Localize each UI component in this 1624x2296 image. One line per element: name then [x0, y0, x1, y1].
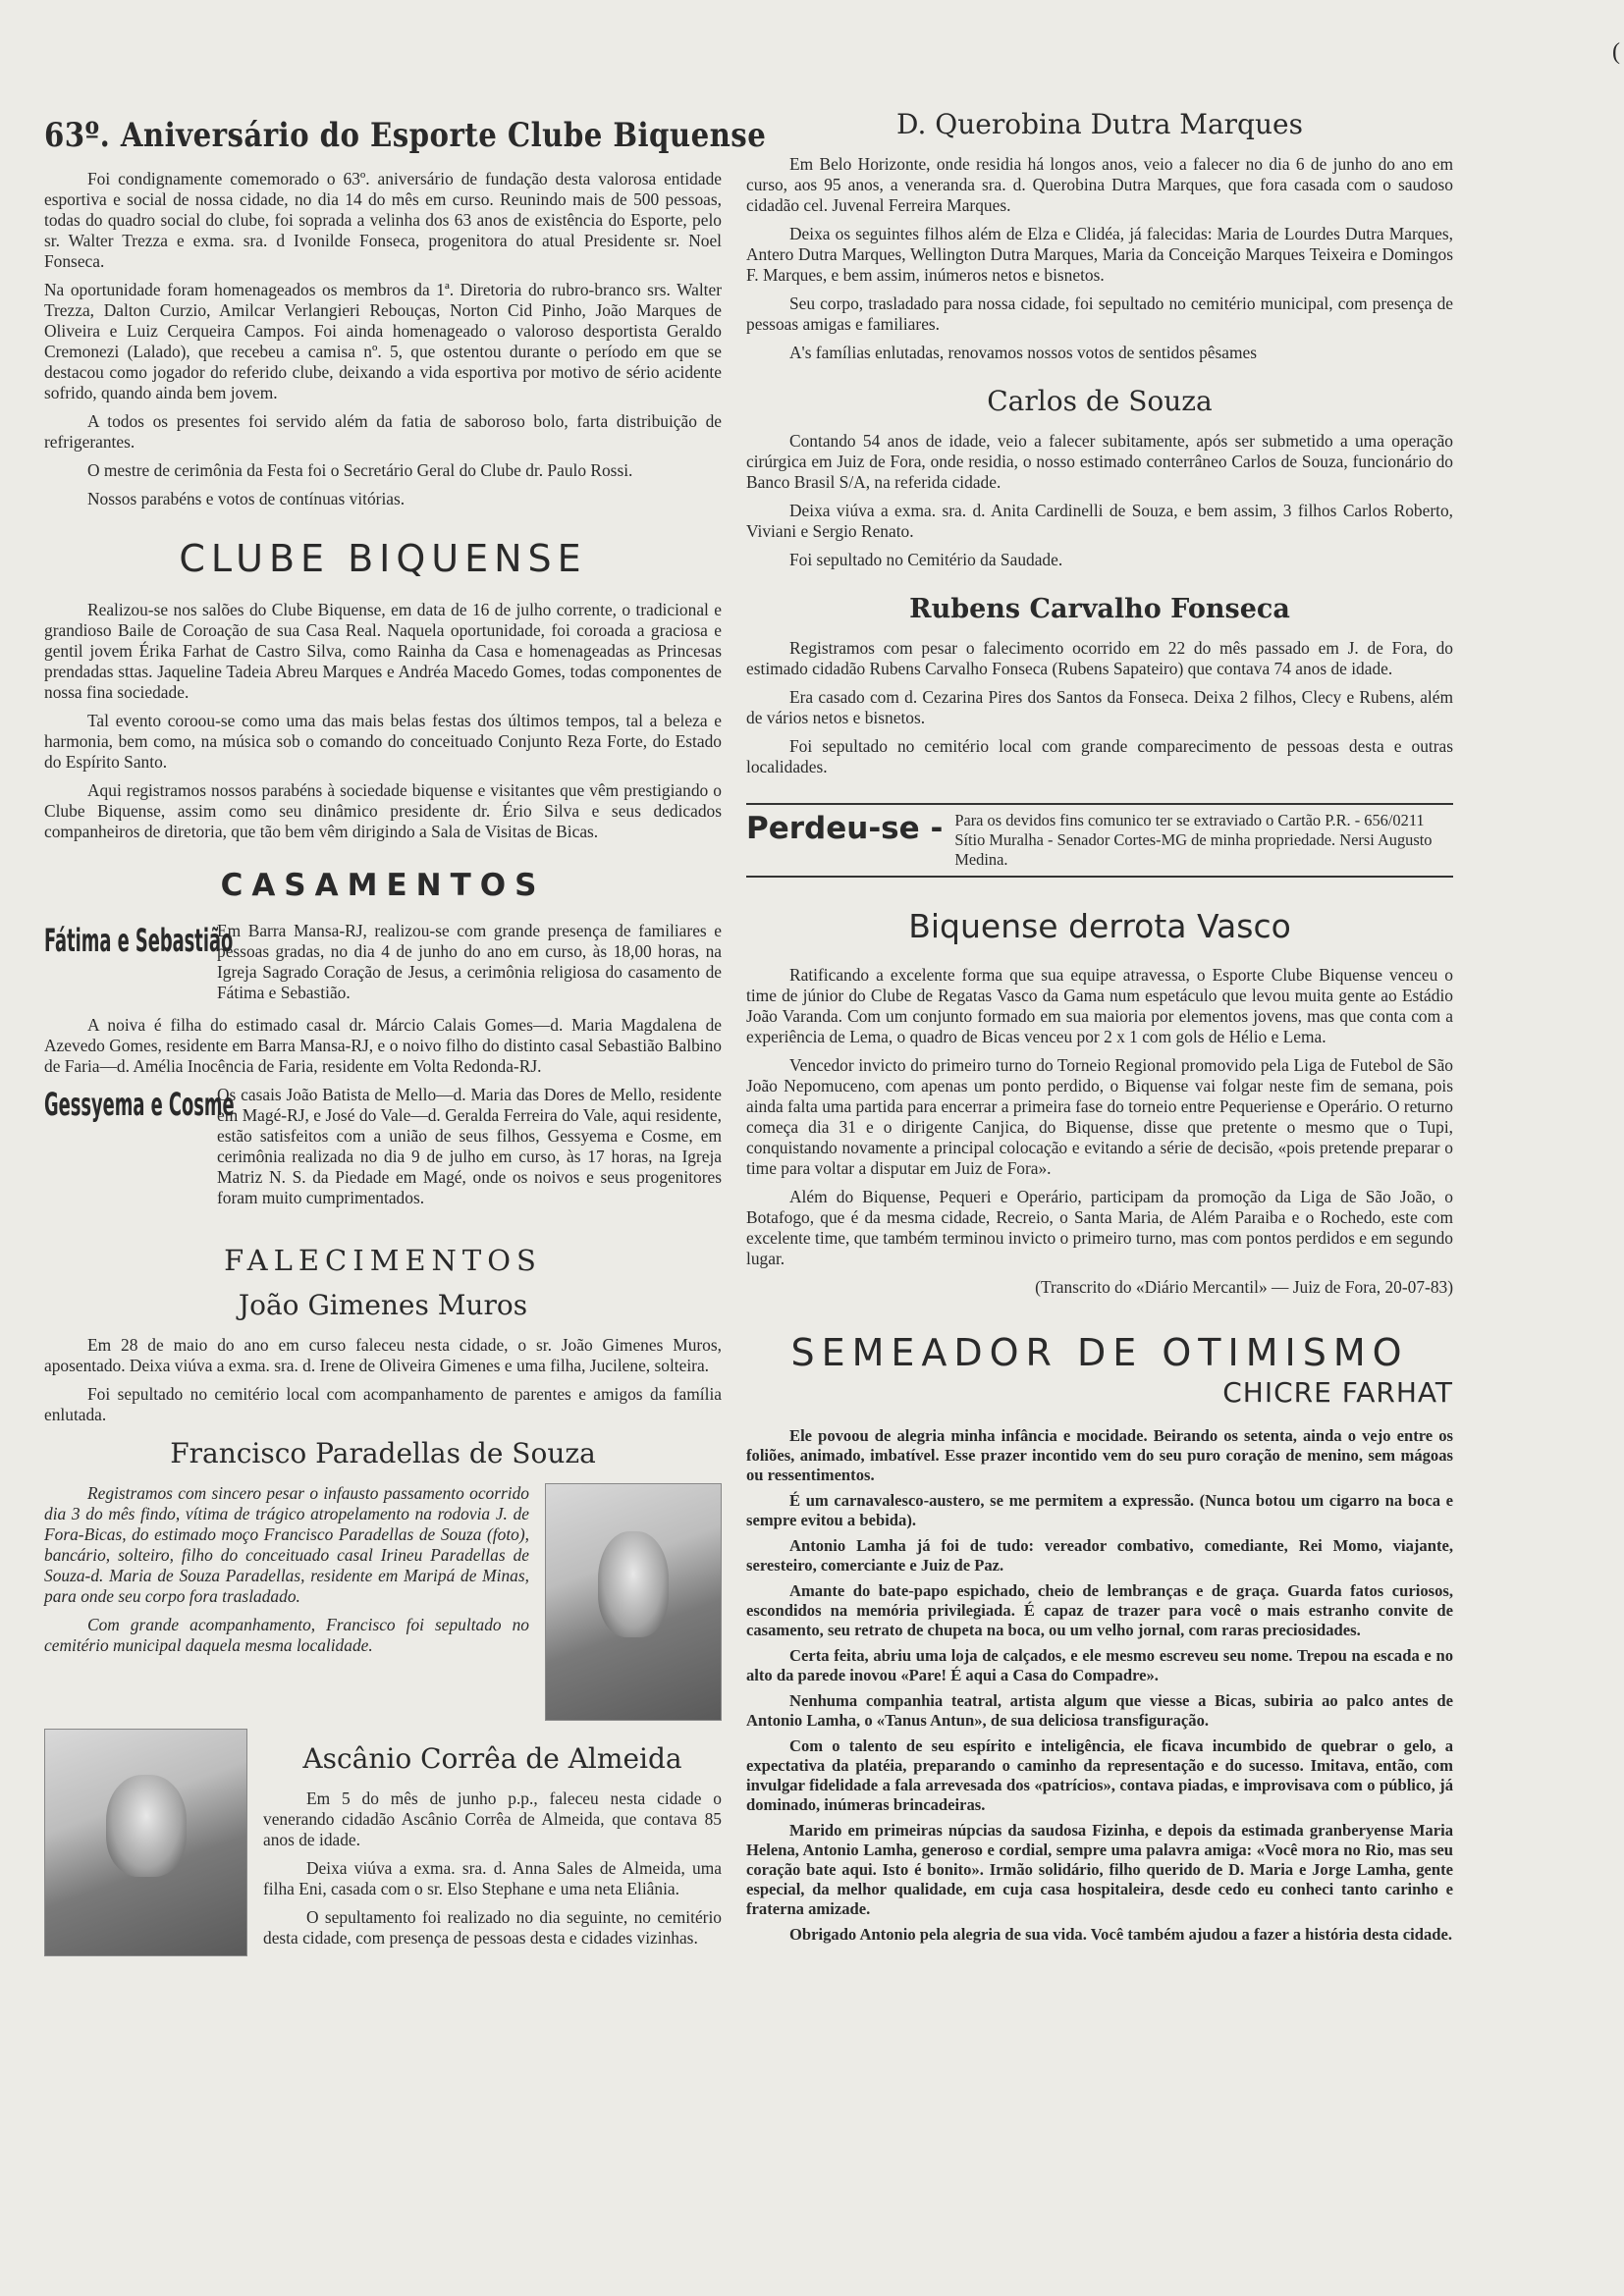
- paragraph: Em 28 de maio do ano em curso faleceu nesta cidade, o sr. João Gimenes Muros, aposentado. Deixa viúva a exma. sra. d. Irene de Oliveira Gimenes e uma filha, Jucilene, solteira.: [44, 1335, 722, 1375]
- article-aniversario: [44, 116, 767, 509]
- headline: CLUBE BIQUENSE: [179, 537, 587, 580]
- paragraph: Certa feita, abriu uma loja de calçados, e ele mesmo escreveu seu nome. Trepou na escada e no alto da parede inovou «Pare! É aqui a Casa do Compadre».: [746, 1646, 1453, 1684]
- article-casamentos: [44, 868, 722, 1216]
- paragraph: Os casais João Batista de Mello—d. Maria das Dores de Mello, residente em Magé-RJ, e José do Vale—d. Geralda Ferreira do Vale, aqui residente, estão satisfeitos com a união de seus filhos, Gessyema e Cosme, em cerimônia realizada no dia 9 de julho em curso, às 17 horas, na Igreja Matriz N. S. da Piedade em Magé, onde os noivos e seus progenitores foram muito cumprimentados.: [217, 1085, 722, 1207]
- section-heading: CASAMENTOS: [220, 868, 546, 903]
- wedding-gessyema: [44, 1085, 722, 1216]
- obituary-querobina: [746, 108, 1453, 363]
- paragraph: Com grande acompanhamento, Francisco foi sepultado no cemitério municipal daquela mesma localidade.: [44, 1615, 529, 1655]
- portrait-photo: [44, 1729, 247, 1956]
- right-column: [746, 108, 1453, 1950]
- article-falecimentos: [44, 1244, 722, 1956]
- wedding-fatima: [44, 921, 722, 1011]
- paragraph: Marido em primeiras núpcias da saudosa Fizinha, e depois da estimada granberyense Maria Helena, Antonio Lamha, generoso e cordial, sempre uma palavra amiga: «Você mora no Rio, mas seu coração bate aqui. Isto é bonito». Irmão solidário, filho querido de D. Maria e Jorge Lamha, gente especial, da melhor qualidade, em cuja casa hospitaleira, desde cedo eu conheci tanto carinho e fraterna amizade.: [746, 1821, 1453, 1918]
- francisco-block: [44, 1483, 722, 1721]
- paragraph: Era casado com d. Cezarina Pires dos Santos da Fonseca. Deixa 2 filhos, Clecy e Rubens, além de vários netos e bisnetos.: [746, 687, 1453, 727]
- headline: Biquense derrota Vasco: [908, 907, 1291, 945]
- paragraph: Obrigado Antonio pela alegria de sua vida. Você também ajudou a fazer a história desta cidade.: [789, 1925, 1452, 1944]
- paragraph: Tal evento coroou-se como uma das mais belas festas dos últimos tempos, tal a beleza e harmonia, bem como, na música sob o comando do conceituado Conjunto Reza Forte, do Estado do Espírito Santo.: [44, 711, 722, 772]
- paragraph: Foi condignamente comemorado o 63º. aniversário de fundação desta valorosa entidade esportiva e social de nossa cidade, no dia 14 do mês em curso. Reunindo mais de 500 pessoas, todas do quadro social do clube, foi soprada a velinha dos 63 anos de existência do Esporte, pelo sr. Walter Trezza e exma. sra. d Ivonilde Fonseca, progenitora do atual Presidente sr. Noel Fonseca.: [44, 169, 722, 271]
- obituary-carlos: [746, 385, 1453, 570]
- section-heading: FALECIMENTOS: [224, 1244, 542, 1277]
- classified-perdeu-se: [746, 803, 1453, 878]
- wedding-heading: Gessyema e Cosme: [44, 1086, 235, 1123]
- paragraph: Amante do bate-papo espichado, cheio de lembranças e de graça. Guarda fatos curiosos, escondidos na memória privilegiada. É capaz de trazer para você o mais estranho convite de casamento, seu retrato de chupeta na boca, ou um velho jornal, com raras preciosidades.: [746, 1581, 1453, 1639]
- paragraph: Foi sepultado no Cemitério da Saudade.: [789, 550, 1063, 569]
- paragraph: A noiva é filha do estimado casal dr. Márcio Calais Gomes—d. Maria Magdalena de Azevedo Gomes, residente em Barra Mansa-RJ, e o noivo filho do distinto casal Sebastião Balbino de Faria—d. Amélia Inocência de Faria, residente em Volta Redonda-RJ.: [44, 1015, 722, 1076]
- classified-heading: Perdeu-se -: [746, 811, 944, 846]
- article-clube-biquense: [44, 537, 722, 842]
- paragraph: Vencedor invicto do primeiro turno do Torneio Regional promovido pela Liga de Futebol de São João Nepomuceno, com apenas um ponto perdido, o Biquense vai folgar neste fim de semana, pois ainda falta uma partida para encerrar a primeira fase do torneio entre Pequeriense e Operário. O returno começa dia 31 e o dirigente Canjica, do Biquense, disse que pretente o mesmo que o Tupi, conquistando novamente a principal colocação e evitando a série de decisão, «pois pretende preparar o time para voltar a disputar em Juiz de Fora».: [746, 1055, 1453, 1178]
- portrait-photo: [545, 1483, 722, 1721]
- paragraph: Nossos parabéns e votos de contínuas vitórias.: [87, 489, 406, 508]
- paragraph: Ratificando a excelente forma que sua equipe atravessa, o Esporte Clube Biquense venceu o time de júnior do Clube de Regatas Vasco da Gama num espetáculo que levou muita gente ao Estádio João Varanda. Com um conjunto formado em sua maioria por elementos jovens, mas que conta com a experiência de Lema, o quadro de Bicas venceu por 2 x 1 com gols de Hélio e Lema.: [746, 965, 1453, 1046]
- obituary-name: Ascânio Corrêa de Almeida: [302, 1742, 682, 1775]
- paragraph: Na oportunidade foram homenageados os membros da 1ª. Diretoria do rubro-branco srs. Walter Trezza, Dalton Curzio, Amilcar Verlangieri Rebouças, Norton Cid Pinho, João Marques de Oliveira e Luiz Cerqueira Campos. Foi ainda homenageado o valoroso desportista Geraldo Cremonezi (Lalado), que recebeu a camisa nº. 5, que ostentou durante o período em que se destacou como jogador do referido clube, deixando a vida esportiva por motivo de sério acidente sofrido, quando ainda bem jovem.: [44, 280, 722, 402]
- paragraph: Deixa os seguintes filhos além de Elza e Clidéa, já falecidas: Maria de Lourdes Dutra Marques, Antero Dutra Marques, Wellington Dutra Marques, Maria da Conceição Marques Teixeira e Domingos F. Marques, e bem assim, inúmeros netos e bisnetos.: [746, 224, 1453, 285]
- left-column: [44, 98, 767, 1956]
- article-vasco: [746, 907, 1453, 1298]
- obituary-rubens: [746, 594, 1453, 777]
- obituary-name: Carlos de Souza: [987, 385, 1213, 417]
- paragraph: A todos os presentes foi servido além da fatia de saboroso bolo, farta distribuição de refrigerantes.: [44, 411, 722, 452]
- paragraph: O sepultamento foi realizado no dia seguinte, no cemitério desta cidade, com presença de pessoas desta e cidades vizinhas.: [263, 1907, 722, 1948]
- headline: SEMEADOR DE OTIMISMO: [790, 1331, 1409, 1374]
- paragraph: Realizou-se nos salões do Clube Biquense, em data de 16 de julho corrente, o tradicional e grandioso Baile de Coroação de sua Casa Real. Naquela oportunidade, foi coroada a graciosa e gentil jovem Érika Farhat de Castro Silva, como Rainha da Casa e homenageadas as Princesas prendadas sttas. Jaqueline Tadeia Abreu Marques e Andréa Macedo Gomes, todas componentes de nossa fina sociedade.: [44, 600, 722, 702]
- paragraph: Em 5 do mês de junho p.p., faleceu nesta cidade o venerando cidadão Ascânio Corrêa de Almeida, que contava 85 anos de idade.: [263, 1789, 722, 1849]
- source-note: (Transcrito do «Diário Mercantil» — Juiz de Fora, 20-07-83): [1035, 1277, 1453, 1297]
- paragraph: Registramos com sincero pesar o infausto passamento ocorrido dia 3 do mês findo, vítima de trágico atropelamento na rodovia J. de Fora-Bicas, do estimado moço Francisco Paradellas de Souza (foto), bancário, solteiro, filho do conceituado casal Irineu Paradellas de Souza-d. Maria de Souza Paradellas, residente em Maripá de Minas, para onde seu corpo fora trasladado.: [44, 1483, 529, 1606]
- paragraph: Além do Biquense, Pequeri e Operário, participam da promoção da Liga de São João, o Botafogo, que é da mesma cidade, Recreio, o Santa Maria, de Além Paraiba e o Rochedo, este com excelente time, que também terminou invicto o primeiro turno, mas com pontos perdidos e em segundo lugar.: [746, 1187, 1453, 1268]
- obituary-name: D. Querobina Dutra Marques: [896, 108, 1303, 140]
- paragraph: Registramos com pesar o falecimento ocorrido em 22 do mês passado em J. de Fora, do estimado cidadão Rubens Carvalho Fonseca (Rubens Sapateiro) que contava 74 anos de idade.: [746, 638, 1453, 678]
- headline: 63º. Aniversário do Esporte Clube Biquense: [44, 116, 767, 155]
- paragraph: Foi sepultado no cemitério local com grande comparecimento de pessoas desta e outras localidades.: [746, 736, 1453, 776]
- obituary-name: Francisco Paradellas de Souza: [170, 1437, 596, 1469]
- paragraph: A's famílias enlutadas, renovamos nossos votos de sentidos pêsames: [789, 343, 1257, 362]
- paragraph: Em Barra Mansa-RJ, realizou-se com grande presença de familiares e pessoas gradas, no dia 4 de junho do ano em curso, às 18,00 horas, na Igreja Sagrado Coração de Jesus, a cerimônia religiosa do casamento de Fátima e Sebastião.: [217, 921, 722, 1002]
- paragraph: Ele povoou de alegria minha infância e mocidade. Beirando os setenta, ainda o vejo entre os foliões, animado, imbatível. Esse prazer incontido vem do seu puro coração de menino, sem mágoas ou ressentimentos.: [746, 1426, 1453, 1484]
- paragraph: Com o talento de seu espírito e inteligência, ele ficava incumbido de quebrar o gelo, a expectativa da platéia, preparando o caminho da representação e do sucesso. Imitava, então, com invulgar fidelidade a fala arrevesada dos «patrícios», contava piadas, e improvisava com o público, já dominado, inúmeras brincadeiras.: [746, 1736, 1453, 1814]
- byline: CHICRE FARHAT: [1222, 1376, 1453, 1409]
- paragraph: Foi sepultado no cemitério local com acompanhamento de parentes e amigos da família enlutada.: [44, 1384, 722, 1424]
- wedding-heading: Fátima e Sebastião: [44, 922, 234, 959]
- paragraph: Contando 54 anos de idade, veio a falecer subitamente, após ser submetido a uma operação cirúrgica em Juiz de Fora, onde residia, o nosso estimado conterrâneo Carlos de Souza, funcionário do Banco Brasil S/A, na referida cidade.: [746, 431, 1453, 492]
- paragraph: Deixa viúva a exma. sra. d. Anna Sales de Almeida, uma filha Eni, casada com o sr. Elso Stephane e uma neta Eliânia.: [263, 1858, 722, 1898]
- classified-text: Para os devidos fins comunico ter se extraviado o Cartão P.R. - 656/0211 Sítio Muralha - Senador Cortes-MG de minha propriedade. Nersi Augusto Medina.: [954, 811, 1433, 869]
- paragraph: Em Belo Horizonte, onde residia há longos anos, veio a falecer no dia 6 de junho do ano em curso, aos 95 anos, a veneranda sra. d. Querobina Dutra Marques, que fora casada com o saudoso cidadão cel. Juvenal Ferreira Marques.: [746, 154, 1453, 215]
- obituary-name: Rubens Carvalho Fonseca: [909, 594, 1290, 624]
- francisco-text: [44, 1483, 529, 1664]
- paragraph: O mestre de cerimônia da Festa foi o Secretário Geral do Clube dr. Paulo Rossi.: [87, 460, 633, 480]
- paragraph: Nenhuma companhia teatral, artista algum que viesse a Bicas, subiria ao palco antes de Antonio Lamha, o «Tanus Antun», de sua deliciosa transfiguração.: [746, 1691, 1453, 1730]
- paragraph: É um carnavalesco-austero, se me permitem a expressão. (Nunca botou um cigarro na boca e sempre evitou a bebida).: [746, 1491, 1453, 1529]
- paragraph: Aqui registramos nossos parabéns à sociedade biquense e visitantes que vêm prestigiando o Clube Biquense, assim como seu dinâmico presidente dr. Ério Silva e seus dedicados companheiros de diretoria, que tão bem vêm dirigindo a Sala de Visitas de Bicas.: [44, 780, 722, 841]
- page-edge-mark: (: [1612, 39, 1620, 65]
- article-semeador: [746, 1331, 1453, 1945]
- ascanio-block: [44, 1729, 722, 1956]
- paragraph: Antonio Lamha já foi de tudo: vereador combativo, comediante, Rei Momo, viajante, seresteiro, comerciante e Juiz de Paz.: [746, 1536, 1453, 1575]
- ascanio-text: [263, 1729, 722, 1956]
- obituary-name: João Gimenes Muros: [238, 1289, 528, 1321]
- paragraph: Deixa viúva a exma. sra. d. Anita Cardinelli de Souza, e bem assim, 3 filhos Carlos Roberto, Viviani e Sergio Renato.: [746, 501, 1453, 541]
- paragraph: Seu corpo, trasladado para nossa cidade, foi sepultado no cemitério municipal, com presença de pessoas amigas e familiares.: [746, 294, 1453, 334]
